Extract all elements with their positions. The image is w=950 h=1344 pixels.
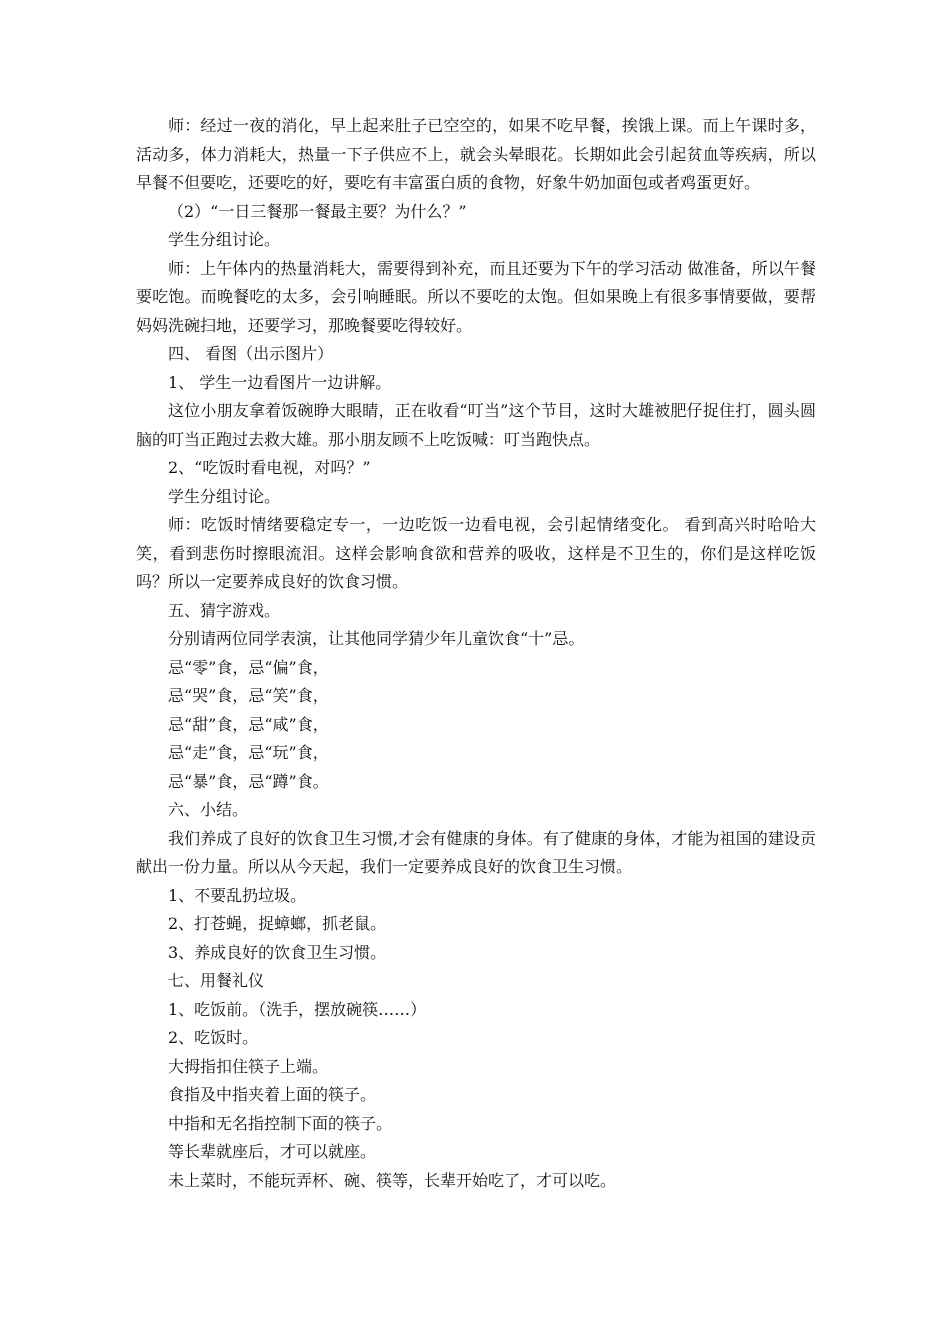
heading-section-seven: 七、用餐礼仪 <box>168 971 265 990</box>
paragraph-game-intro: 分别请两位同学表演，让其他同学猜少年儿童饮食“十”忌。 <box>168 629 585 648</box>
summary-item-3: 3、养成良好的饮食卫生习惯。 <box>168 942 387 962</box>
paragraph-teacher-lunch: 师：上午体内的热量消耗大，需要得到补充，而且还要为下午的学习活动 做准备，所以午餐要吃饱。而晚餐吃的太多，会引响睡眠。所以不要吃的太饱。但如果晚上有很多事情要做，要帮妈妈洗碗扫地，还要学习，那晚餐要吃得较好。 <box>136 258 816 335</box>
chopsticks-step-3: 中指和无名指控制下面的筷子。 <box>168 1113 393 1133</box>
chopsticks-step-2: 食指及中指夹着上面的筷子。 <box>168 1085 377 1104</box>
etiquette-item-2: 2、吃饭时。 <box>168 1028 259 1047</box>
etiquette-before-eating: 未上菜时，不能玩弄杯、碗、筷等，长辈开始吃了，才可以吃。 <box>168 1170 617 1190</box>
etiquette-seating: 等长辈就座后，才可以就座。 <box>168 1142 377 1161</box>
paragraph-summary: 我们养成了良好的饮食卫生习惯,才会有健康的身体。有了健康的身体，才能为祖国的建设贡献出一份力量。所以从今天起，我们一定要养成良好的饮食卫生习惯。 <box>136 828 816 876</box>
list-item-1: 1、 学生一边看图片一边讲解。 <box>168 372 392 392</box>
heading-section-six: 六、小结。 <box>168 800 249 819</box>
taboo-line-2: 忌“哭”食，忌“笑”食， <box>168 686 329 705</box>
list-item-2: 2、“吃饭时看电视，对吗？” <box>168 458 371 477</box>
chopsticks-step-1: 大拇指扣住筷子上端。 <box>168 1056 329 1076</box>
paragraph-question-meals: （2）“一日三餐那一餐最主要？为什么？” <box>168 201 467 221</box>
heading-section-four: 四、 看图（出示图片） <box>168 344 334 363</box>
paragraph-teacher-breakfast: 师：经过一夜的消化，早上起来肚子已空空的，如果不吃早餐，挨饿上课。而上午课时多，活动多，体力消耗大，热量一下子供应不上，就会头晕眼花。长期如此会引起贫血等疾病，所以早餐不但要吃，还要吃的好，要吃有丰富蛋白质的食物，好象牛奶加面包或者鸡蛋更好。 <box>136 116 816 192</box>
paragraph-group-discussion-2: 学生分组讨论。 <box>168 486 281 506</box>
taboo-line-5: 忌“暴”食，忌“蹲”食。 <box>168 771 329 791</box>
taboo-line-1: 忌“零”食，忌“偏”食， <box>168 657 329 677</box>
paragraph-picture-description: 这位小朋友拿着饭碗睁大眼睛，正在收看“叮当”这个节目，这时大雄被肥仔捉住打，圆头圆脑的叮当正跑过去救大雄。那小朋友顾不上吃饭喊：叮当跑快点。 <box>136 401 816 449</box>
summary-item-2: 2、打苍蝇，捉蟑螂，抓老鼠。 <box>168 914 387 933</box>
document-page <box>136 112 816 1195</box>
taboo-line-4: 忌“走”食，忌“玩”食， <box>168 743 329 762</box>
summary-item-1: 1、不要乱扔垃圾。 <box>168 885 307 905</box>
heading-section-five: 五、猜字游戏。 <box>168 600 281 620</box>
taboo-line-3: 忌“甜”食，忌“咸”食， <box>168 714 329 734</box>
etiquette-item-1: 1、吃饭前。（洗手，摆放碗筷……） <box>168 999 427 1019</box>
paragraph-teacher-tv: 师：吃饭时情绪要稳定专一，一边吃饭一边看电视，会引起情绪变化。 看到高兴时哈哈大笑，看到悲伤时擦眼流泪。这样会影响食欲和营养的吸收，这样是不卫生的，你们是这样吃饭吗？所以一定要养成良好的饮食习惯。 <box>136 515 816 591</box>
paragraph-group-discussion: 学生分组讨论。 <box>168 230 281 249</box>
